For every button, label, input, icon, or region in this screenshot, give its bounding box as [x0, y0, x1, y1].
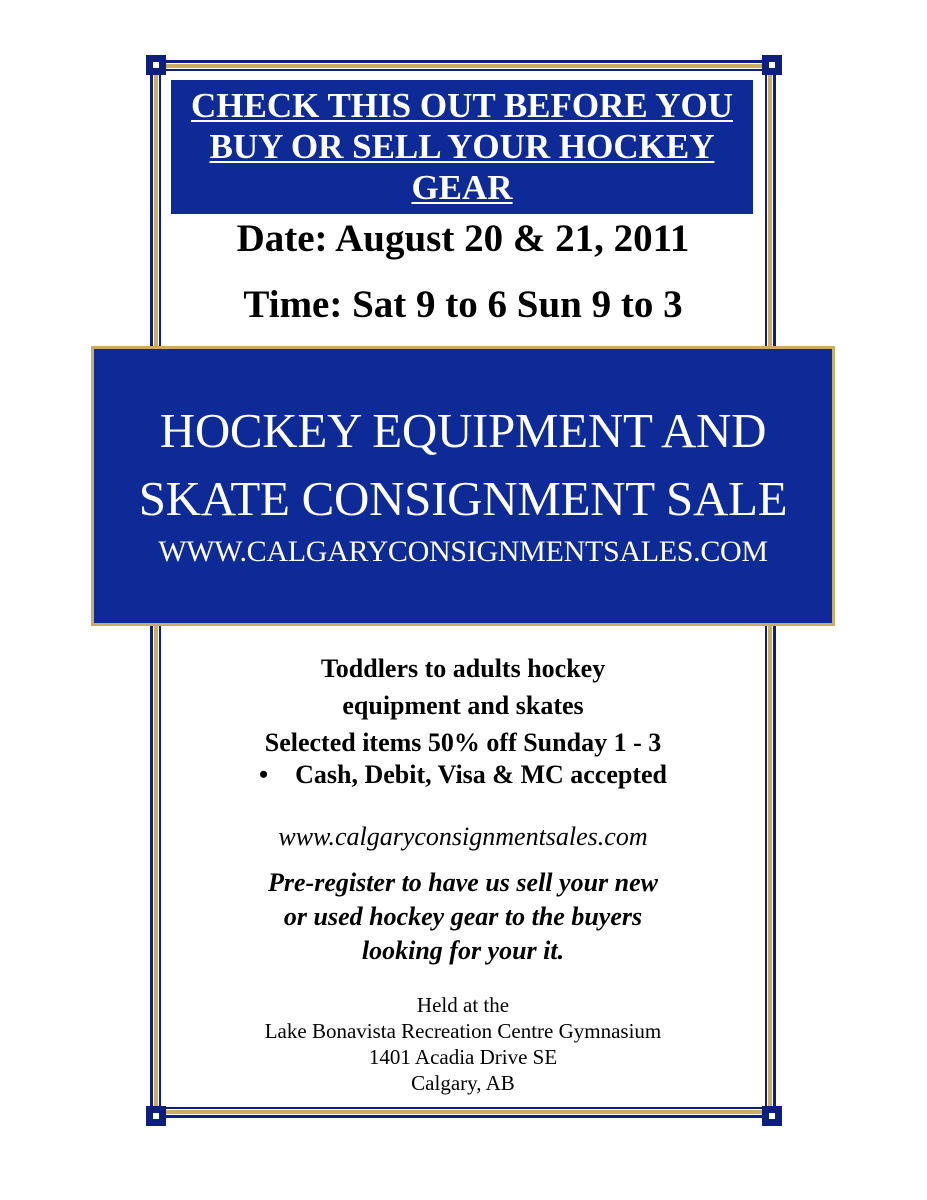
preregister-notice: [160, 866, 766, 968]
sale-title-line: HOCKEY EQUIPMENT AND: [159, 403, 767, 458]
venue-line: Lake Bonavista Recreation Centre Gymnasium: [264, 1019, 662, 1043]
top-banner-line: BUY OR SELL YOUR HOCKEY: [209, 127, 715, 166]
preregister-line: Pre-register to have us sell your new: [268, 868, 658, 897]
preregister-line: looking for your it.: [361, 936, 565, 965]
details-line: Toddlers to adults hockey: [320, 654, 606, 683]
details-line: Selected items 50% off Sunday 1 - 3: [264, 728, 662, 757]
top-banner-line: CHECK THIS OUT BEFORE YOU: [191, 86, 733, 125]
website-link[interactable]: www.calgaryconsignmentsales.com: [278, 822, 648, 851]
sale-title: [94, 397, 832, 533]
event-time: Time: Sat 9 to 6 Sun 9 to 3: [243, 283, 683, 326]
sale-website-link[interactable]: WWW.CALGARYCONSIGNMENTSALES.COM: [158, 535, 768, 568]
sale-title-line: SKATE CONSIGNMENT SALE: [138, 471, 788, 526]
corner-ornament-bottom-right: [762, 1106, 782, 1126]
bullet-icon: •: [258, 760, 269, 789]
sale-banner: [91, 346, 835, 626]
venue-line: Held at the: [416, 993, 510, 1017]
preregister-line: or used hockey gear to the buyers: [283, 902, 643, 931]
payment-methods: Cash, Debit, Visa & MC accepted: [295, 760, 668, 789]
sale-details: [160, 650, 766, 761]
venue-address: [160, 992, 766, 1096]
venue-line: 1401 Acadia Drive SE: [368, 1045, 558, 1069]
top-banner-line: GEAR: [411, 168, 513, 207]
corner-ornament-bottom-left: [146, 1106, 166, 1126]
top-banner: [171, 80, 753, 214]
event-date: Date: August 20 & 21, 2011: [236, 217, 690, 260]
payment-bullet-item: [160, 760, 766, 790]
corner-ornament-top-right: [762, 55, 782, 75]
details-line: equipment and skates: [342, 691, 584, 720]
corner-ornament-top-left: [146, 55, 166, 75]
venue-line: Calgary, AB: [411, 1071, 515, 1095]
